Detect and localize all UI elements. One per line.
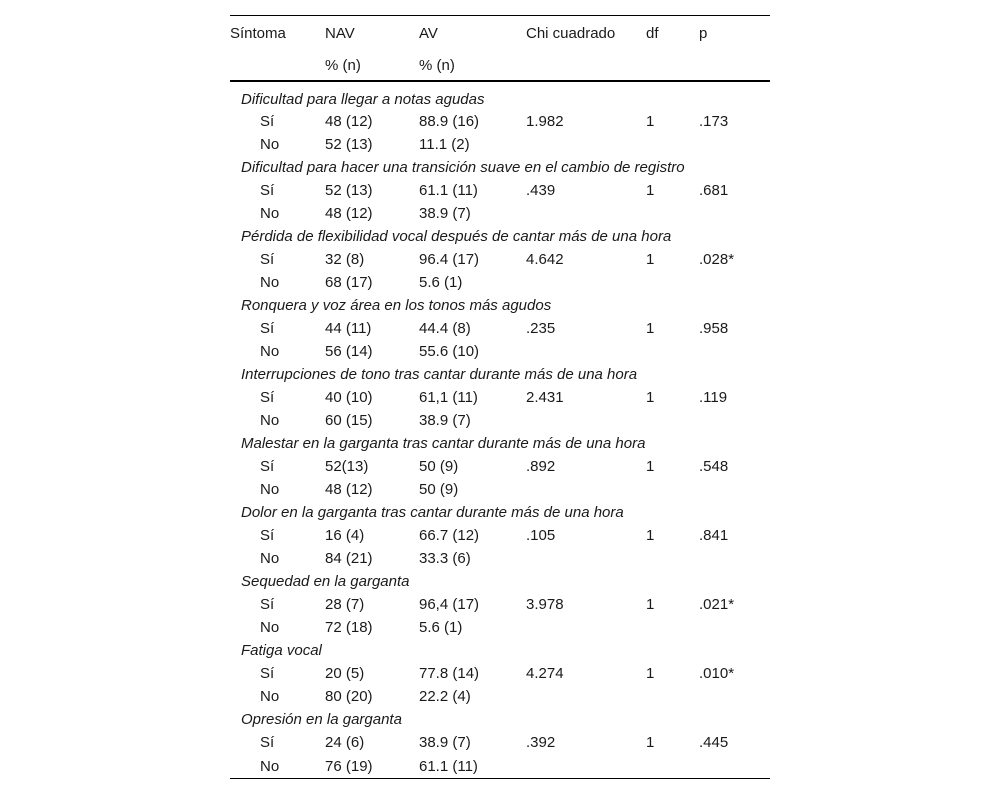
df-value <box>646 478 699 501</box>
table-row <box>230 662 770 685</box>
df-value <box>646 202 699 225</box>
p-value: .119 <box>699 389 728 406</box>
header-p: p <box>699 16 770 51</box>
av-value: 88.9 (16) <box>419 113 480 130</box>
p-value: .173 <box>699 113 729 130</box>
chi-square-value: .235 <box>526 320 556 337</box>
nav-value: 28 (7) <box>325 596 365 613</box>
symptom-table <box>230 15 770 779</box>
df-value: 1 <box>646 734 655 751</box>
response-label: No <box>260 550 280 567</box>
symptom-title: Malestar en la garganta tras cantar durante más de una hora <box>241 435 646 452</box>
symptom-group-row <box>230 225 770 248</box>
chi-square-value: 4.642 <box>526 251 564 268</box>
chi-square-value <box>526 340 646 363</box>
df-value <box>646 685 699 708</box>
symptom-group-row <box>230 708 770 731</box>
symptom-title: Pérdida de flexibilidad vocal después de cantar más de una hora <box>241 228 672 245</box>
response-label: No <box>260 205 280 222</box>
header-nav: NAV <box>325 16 419 51</box>
av-value: 55.6 (10) <box>419 343 480 360</box>
header-nav-sub: % (n) <box>325 50 419 81</box>
av-value: 96,4 (17) <box>419 596 480 613</box>
p-value <box>699 271 770 294</box>
header-df: df <box>646 16 699 51</box>
response-label: No <box>260 343 280 360</box>
response-label: No <box>260 619 280 636</box>
response-label: Sí <box>260 389 275 406</box>
chi-square-value: 1.982 <box>526 113 564 130</box>
df-value: 1 <box>646 251 655 268</box>
nav-value: 16 (4) <box>325 527 365 544</box>
symptom-title: Interrupciones de tono tras cantar durante más de una hora <box>241 366 638 383</box>
response-label: Sí <box>260 734 275 751</box>
p-value: .028* <box>699 251 735 268</box>
header-sub-empty <box>699 50 770 81</box>
df-value <box>646 133 699 156</box>
table-row <box>230 455 770 478</box>
header-chi: Chi cuadrado <box>526 16 646 51</box>
av-value: 22.2 (4) <box>419 688 471 705</box>
chi-square-value: 3.978 <box>526 596 564 613</box>
header-sub-empty <box>646 50 699 81</box>
symptom-title: Opresión en la garganta <box>241 711 402 728</box>
chi-square-value <box>526 133 646 156</box>
table-body <box>230 81 770 779</box>
header-av: AV <box>419 16 526 51</box>
nav-value: 20 (5) <box>325 665 365 682</box>
p-value <box>699 616 770 639</box>
df-value: 1 <box>646 389 655 406</box>
p-value <box>699 547 770 570</box>
table-row <box>230 202 770 225</box>
table-row <box>230 271 770 294</box>
symptom-group-row <box>230 294 770 317</box>
table-row <box>230 685 770 708</box>
df-value: 1 <box>646 182 655 199</box>
av-value: 5.6 (1) <box>419 274 463 291</box>
response-label: Sí <box>260 182 275 199</box>
chi-square-value <box>526 616 646 639</box>
nav-value: 32 (8) <box>325 251 365 268</box>
header-row <box>230 16 770 51</box>
nav-value: 40 (10) <box>325 389 373 406</box>
header-subrow <box>230 50 770 81</box>
table-row <box>230 248 770 271</box>
chi-square-value: .892 <box>526 458 556 475</box>
table-row <box>230 110 770 133</box>
df-value: 1 <box>646 596 655 613</box>
av-value: 33.3 (6) <box>419 550 471 567</box>
df-value <box>646 409 699 432</box>
av-value: 38.9 (7) <box>419 734 471 751</box>
response-label: No <box>230 754 325 779</box>
symptom-group-row <box>230 156 770 179</box>
response-label: Sí <box>260 527 275 544</box>
nav-value: 48 (12) <box>325 205 373 222</box>
p-value <box>699 478 770 501</box>
response-label: Sí <box>260 251 275 268</box>
table-row <box>230 593 770 616</box>
df-value: 1 <box>646 458 655 475</box>
nav-value: 80 (20) <box>325 688 373 705</box>
chi-square-value <box>526 754 646 779</box>
response-label: No <box>260 481 280 498</box>
table-row <box>230 754 770 779</box>
df-value <box>646 754 699 779</box>
nav-value: 56 (14) <box>325 343 373 360</box>
av-value: 66.7 (12) <box>419 527 480 544</box>
nav-value: 52 (13) <box>325 136 373 153</box>
df-value <box>646 547 699 570</box>
symptom-group-row <box>230 81 770 110</box>
nav-value: 68 (17) <box>325 274 373 291</box>
av-value: 61.1 (11) <box>419 754 526 779</box>
av-value: 38.9 (7) <box>419 205 471 222</box>
chi-square-value: .392 <box>526 734 556 751</box>
table-row <box>230 616 770 639</box>
p-value: .841 <box>699 527 729 544</box>
p-value <box>699 754 770 779</box>
chi-square-value <box>526 409 646 432</box>
av-value: 61.1 (11) <box>419 182 478 199</box>
nav-value: 84 (21) <box>325 550 373 567</box>
p-value: .445 <box>699 734 729 751</box>
nav-value: 44 (11) <box>325 320 372 337</box>
df-value: 1 <box>646 113 655 130</box>
header-sub-empty <box>526 50 646 81</box>
table-row <box>230 317 770 340</box>
df-value: 1 <box>646 527 655 544</box>
chi-square-value <box>526 271 646 294</box>
table-row <box>230 731 770 754</box>
symptom-group-row <box>230 432 770 455</box>
df-value <box>646 271 699 294</box>
nav-value: 72 (18) <box>325 619 373 636</box>
av-value: 61,1 (11) <box>419 389 478 406</box>
av-value: 5.6 (1) <box>419 619 463 636</box>
p-value: .010* <box>699 665 735 682</box>
p-value: .681 <box>699 182 729 199</box>
chi-square-value: 4.274 <box>526 665 564 682</box>
response-label: No <box>260 136 280 153</box>
nav-value: 48 (12) <box>325 113 373 130</box>
response-label: Sí <box>260 113 275 130</box>
symptom-title: Dificultad para llegar a notas agudas <box>241 91 485 108</box>
symptom-title: Sequedad en la garganta <box>241 573 410 590</box>
header-av-sub: % (n) <box>419 50 526 81</box>
p-value: .958 <box>699 320 729 337</box>
chi-square-value <box>526 547 646 570</box>
p-value: .021* <box>699 596 735 613</box>
response-label: No <box>260 412 280 429</box>
symptom-group-row <box>230 639 770 662</box>
av-value: 77.8 (14) <box>419 665 480 682</box>
df-value <box>646 340 699 363</box>
table-row <box>230 179 770 202</box>
chi-square-value: .105 <box>526 527 556 544</box>
av-value: 44.4 (8) <box>419 320 471 337</box>
symptom-group-row <box>230 570 770 593</box>
response-label: Sí <box>260 320 275 337</box>
response-label: Sí <box>260 665 275 682</box>
df-value: 1 <box>646 665 655 682</box>
table-row <box>230 386 770 409</box>
av-value: 50 (9) <box>419 481 459 498</box>
response-label: Sí <box>260 596 275 613</box>
table-row <box>230 524 770 547</box>
p-value: .548 <box>699 458 729 475</box>
table-row <box>230 547 770 570</box>
av-value: 11.1 (2) <box>419 136 470 153</box>
table-row <box>230 133 770 156</box>
nav-value: 52(13) <box>325 458 369 475</box>
symptom-title: Ronquera y voz área en los tonos más agudos <box>241 297 552 314</box>
p-value <box>699 340 770 363</box>
response-label: No <box>260 274 280 291</box>
df-value: 1 <box>646 320 655 337</box>
av-value: 38.9 (7) <box>419 412 471 429</box>
response-label: No <box>260 688 280 705</box>
nav-value: 52 (13) <box>325 182 373 199</box>
p-value <box>699 133 770 156</box>
nav-value: 24 (6) <box>325 734 365 751</box>
df-value <box>646 616 699 639</box>
table-row <box>230 340 770 363</box>
symptom-title: Fatiga vocal <box>241 642 322 659</box>
nav-value: 48 (12) <box>325 481 373 498</box>
nav-value: 60 (15) <box>325 412 373 429</box>
table-header <box>230 16 770 82</box>
symptom-title: Dolor en la garganta tras cantar durante más de una hora <box>241 504 624 521</box>
table-row <box>230 409 770 432</box>
header-symptom: Síntoma <box>230 16 325 51</box>
header-sub-empty <box>230 50 325 81</box>
symptom-group-row <box>230 501 770 524</box>
p-value <box>699 409 770 432</box>
av-value: 96.4 (17) <box>419 251 480 268</box>
chi-square-value <box>526 685 646 708</box>
chi-square-value: .439 <box>526 182 556 199</box>
chi-square-value <box>526 202 646 225</box>
chi-square-value: 2.431 <box>526 389 564 406</box>
p-value <box>699 202 770 225</box>
response-label: Sí <box>260 458 275 475</box>
table-row <box>230 478 770 501</box>
symptom-group-row <box>230 363 770 386</box>
av-value: 50 (9) <box>419 458 459 475</box>
chi-square-value <box>526 478 646 501</box>
nav-value: 76 (19) <box>325 754 419 779</box>
p-value <box>699 685 770 708</box>
symptom-table-container <box>230 15 770 779</box>
symptom-title: Dificultad para hacer una transición suave en el cambio de registro <box>241 159 685 176</box>
